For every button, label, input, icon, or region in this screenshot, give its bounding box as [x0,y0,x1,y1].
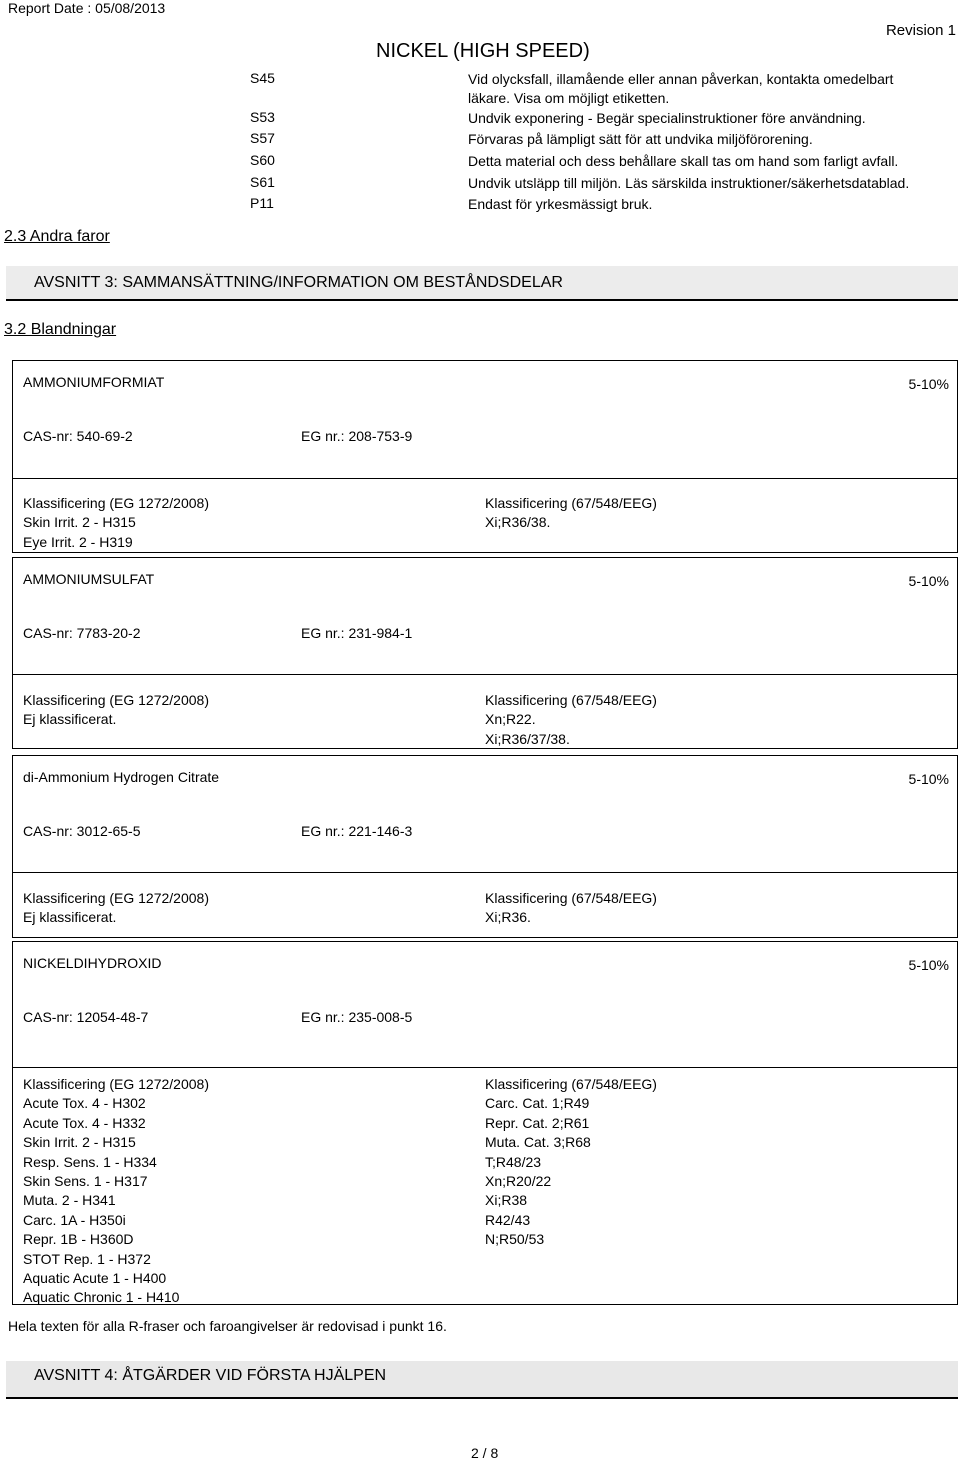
document-title: NICKEL (HIGH SPEED) [376,40,590,62]
clp-item: Acute Tox. 4 - H302 [23,1095,146,1112]
clp-item: Skin Irrit. 2 - H315 [23,1134,136,1151]
clp-classification [23,889,209,928]
section-4-title: AVSNITT 4: ÅTGÄRDER VID FÖRSTA HJÄLPEN [34,1367,387,1384]
clp-classification [23,494,209,552]
dsd-classification [485,691,657,749]
clp-item: Muta. 2 - H341 [23,1192,116,1209]
component-block [12,360,958,553]
dsd-classification [485,494,657,533]
component-percent: 5-10% [908,573,949,589]
dsd-item: Carc. Cat. 1;R49 [485,1095,590,1112]
eg-number: EG nr.: 221-146-3 [301,823,413,839]
cas-number: CAS-nr: 540-69-2 [23,428,133,444]
dsd-header: Klassificering (67/548/EEG) [485,1076,657,1092]
dsd-item: R42/43 [485,1211,531,1228]
component-percent: 5-10% [908,376,949,392]
phrase-text: Vid olycksfall, illamående eller annan påverkan, kontakta omedelbart läkare. Visa om möjligt etiketten. [468,71,894,106]
phrase-code: S53 [250,109,275,125]
component-name: AMMONIUMSULFAT [23,571,155,587]
dsd-item: Xi;R36/38. [485,514,551,531]
component-name: AMMONIUMFORMIAT [23,374,165,390]
dsd-item: T;R48/23 [485,1153,542,1170]
clp-item: Skin Irrit. 2 - H315 [23,514,136,531]
phrase-code: S60 [250,152,275,168]
clp-header: Klassificering (EG 1272/2008) [23,1076,209,1092]
clp-item: Aquatic Acute 1 - H400 [23,1270,167,1287]
clp-item: Eye Irrit. 2 - H319 [23,533,133,550]
divider [13,478,957,479]
clp-item: Resp. Sens. 1 - H334 [23,1153,157,1170]
section-3-header [6,266,958,301]
dsd-classification [485,1075,657,1250]
eg-number: EG nr.: 231-984-1 [301,625,413,641]
cas-number: CAS-nr: 3012-65-5 [23,823,141,839]
clp-item: Carc. 1A - H350i [23,1211,126,1228]
dsd-header: Klassificering (67/548/EEG) [485,495,657,511]
component-block [12,941,958,1305]
r-phrases-note: Hela texten för alla R-fraser och faroangivelser är redovisad i punkt 16. [8,1318,447,1334]
clp-item: Ej klassificerat. [23,711,117,728]
phrase-code: S61 [250,174,275,190]
subsection-heading-3-2: 3.2 Blandningar [4,321,117,338]
clp-item: Aquatic Chronic 1 - H410 [23,1289,180,1306]
clp-item: Ej klassificerat. [23,909,117,926]
eg-number: EG nr.: 208-753-9 [301,428,413,444]
cas-number: CAS-nr: 7783-20-2 [23,625,141,641]
component-percent: 5-10% [908,957,949,973]
component-block [12,557,958,749]
dsd-item: Xi;R36/37/38. [485,730,570,747]
dsd-item: Xi;R38 [485,1192,528,1209]
phrase-text: Förvaras på lämpligt sätt för att undvika miljöförorening. [468,131,813,147]
clp-header: Klassificering (EG 1272/2008) [23,692,209,708]
dsd-item: Xn;R20/22 [485,1173,552,1190]
divider [13,1067,957,1068]
section-3-title: AVSNITT 3: SAMMANSÄTTNING/INFORMATION OM BESTÅNDSDELAR [34,274,563,291]
clp-header: Klassificering (EG 1272/2008) [23,495,209,511]
component-name: di-Ammonium Hydrogen Citrate [23,769,220,785]
eg-number: EG nr.: 235-008-5 [301,1009,413,1025]
dsd-item: N;R50/53 [485,1231,545,1248]
phrase-code: S57 [250,130,275,146]
clp-classification [23,1075,209,1308]
divider [13,674,957,675]
clp-item: Acute Tox. 4 - H332 [23,1114,146,1131]
component-percent: 5-10% [908,771,949,787]
clp-classification [23,691,209,730]
report-date: Report Date : 05/08/2013 [8,0,166,16]
divider [13,872,957,873]
phrase-text: Undvik utsläpp till miljön. Läs särskilda instruktioner/säkerhetsdatablad. [468,175,910,191]
phrase-text: Endast för yrkesmässigt bruk. [468,196,653,212]
dsd-item: Xi;R36. [485,909,531,926]
clp-header: Klassificering (EG 1272/2008) [23,890,209,906]
clp-item: Skin Sens. 1 - H317 [23,1173,148,1190]
dsd-item: Repr. Cat. 2;R61 [485,1114,590,1131]
phrase-code: P11 [250,195,274,211]
dsd-item: Xn;R22. [485,711,536,728]
subsection-heading-2-3: 2.3 Andra faror [4,228,110,245]
dsd-header: Klassificering (67/548/EEG) [485,890,657,906]
phrase-text: Detta material och dess behållare skall tas om hand som farligt avfall. [468,153,899,169]
dsd-classification [485,889,657,928]
clp-item: Repr. 1B - H360D [23,1231,134,1248]
section-4-header [6,1361,958,1399]
clp-item: STOT Rep. 1 - H372 [23,1250,151,1267]
revision-label: Revision 1 [885,22,956,39]
component-block [12,755,958,938]
dsd-header: Klassificering (67/548/EEG) [485,692,657,708]
phrase-text: Undvik exponering - Begär specialinstruktioner före användning. [468,110,866,126]
dsd-item: Muta. Cat. 3;R68 [485,1134,591,1151]
component-name: NICKELDIHYDROXID [23,955,162,971]
phrase-code: S45 [250,70,275,86]
page-number: 2 / 8 [471,1445,499,1461]
cas-number: CAS-nr: 12054-48-7 [23,1009,149,1025]
